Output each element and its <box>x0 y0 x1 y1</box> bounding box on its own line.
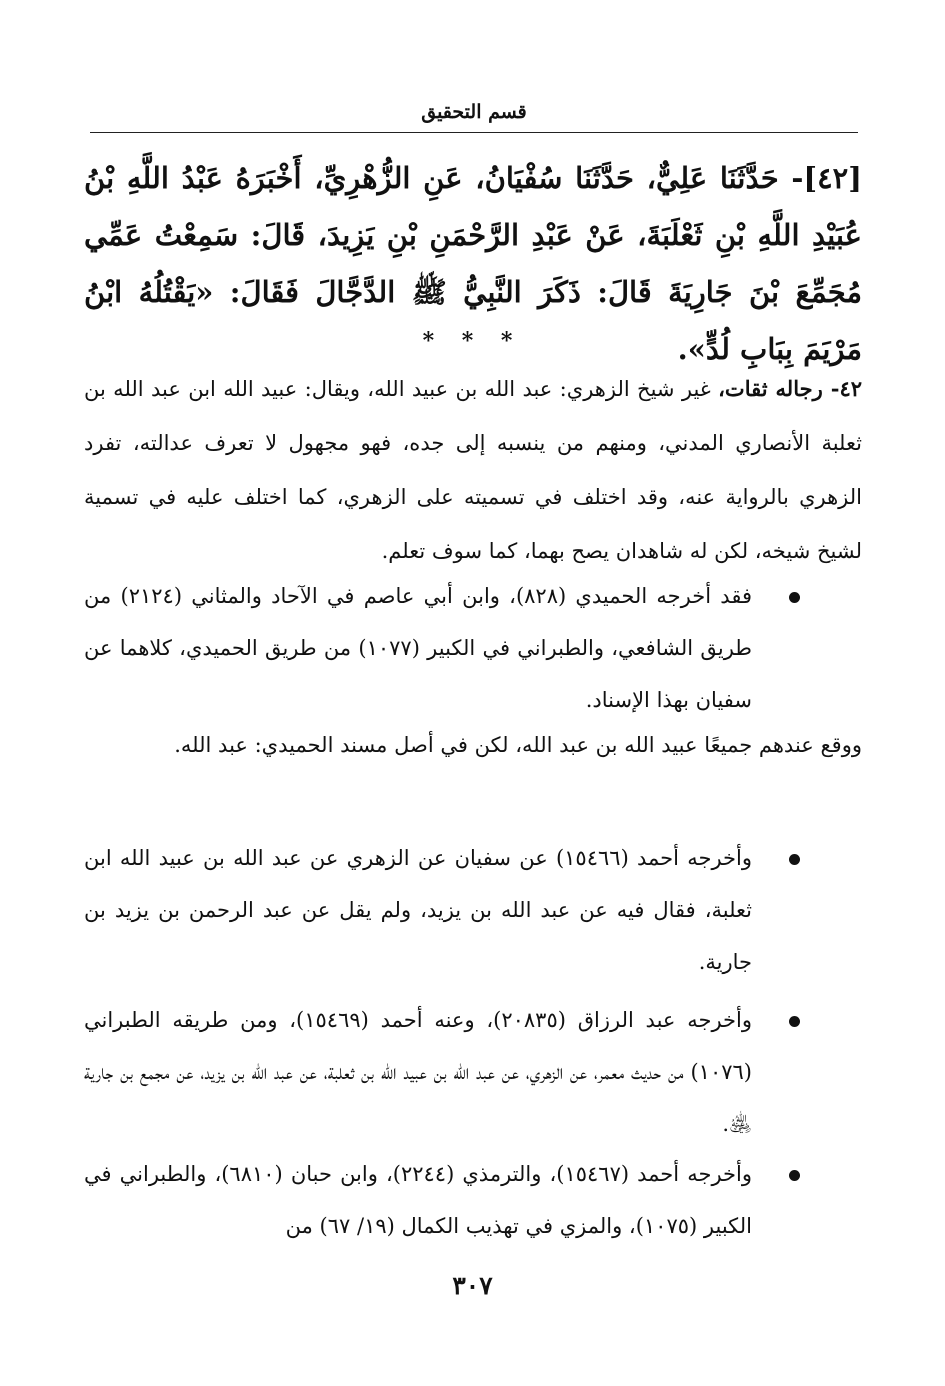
bullet-icon <box>789 1170 800 1181</box>
commentary-lead: ٤٢- رجاله ثقات، <box>718 376 862 401</box>
takhrij-item <box>84 1148 862 1252</box>
takhrij-item-text: وأخرجه أحمد (١٥٤٦٧)، والترمذي (٢٢٤٤)، وابن حبان (٦٨١٠)، والطبراني في الكبير (١٠٧٥)، والمزي في تهذيب الكمال (١٩/ ٦٧) من <box>84 1162 753 1238</box>
takhrij-item-text: فقد أخرجه الحميدي (٨٢٨)، وابن أبي عاصم في الآحاد والمثاني (٢١٢٤) من طريق الشافعي، والطبراني في الكبير (١٠٧٧) من طريق الحميدي، كلاهما عن سفيان بهذا الإسناد. <box>84 584 753 712</box>
section-separator: * * * <box>422 328 523 354</box>
takhrij-item <box>84 994 862 1150</box>
takhrij-item-text: وأخرجه عبد الرزاق (٢٠٨٣٥)، وعنه أحمد (١٥٤٦٩)، ومن طريقه الطبراني (١٠٧٦) من حديث معمر، عن الزهري، عن عبد الله بن عبيد الله بن ثعلبة، عن عبد الله بن يزيد، عن مجمع بن جارية ﵁. <box>84 1008 752 1136</box>
commentary-paragraph <box>84 362 862 578</box>
takhrij-note: ووقع عندهم جميعًا عبيد الله بن عبد الله، لكن في أصل مسند الحميدي: عبد الله. <box>174 733 862 757</box>
bullet-icon <box>789 1016 800 1027</box>
takhrij-item <box>84 570 862 726</box>
takhrij-item-text: وأخرجه أحمد (١٥٤٦٦) عن سفيان عن الزهري عن عبد الله بن عبيد الله ابن ثعلبة، فقال فيه عن عبد الله بن يزيد، ولم يقل عن عبد الرحمن بن يزيد بن جارية. <box>84 846 752 974</box>
commentary-body: غير شيخ الزهري: عبد الله بن عبيد الله، ويقال: عبيد الله ابن عبد الله بن ثعلبة الأنصاري المدني، ومنهم من ينسبه إلى جده، فهو مجهول لا تعرف عدالته، تفرد الزهري بالرواية عنه، وقد اختلف في تسميته على الزهري، كما اختلف عليه في تسمية لشيخ شيخه، لكن له شاهدان يصح بهما، كما سوف تعلم. <box>84 377 862 563</box>
takhrij-item <box>84 832 862 988</box>
running-header: قسم التحقيق <box>421 101 527 123</box>
bullet-icon <box>789 592 800 603</box>
hadith-text: [٤٢]- حَدَّثَنَا عَلِيٌّ، حَدَّثَنَا سُفْيَانُ، عَنِ الزُّهْرِيِّ، أَخْبَرَهُ عَبْدُ اللَّهِ بْنُ عُبَيْدِ اللَّهِ بْنِ ثَعْلَبَةَ، عَنْ عَبْدِ الرَّحْمَنِ بْنِ يَزِيدَ، قَالَ: سَمِعْتُ عَمِّي مُجَمِّعَ بْنَ جَارِيَةَ قَالَ: ذَكَرَ النَّبِيُّ ﷺ الدَّجَّالَ فَقَالَ: «يَقْتُلُهُ ابْنُ مَرْيَمَ بِبَابِ لُدٍّ». <box>84 161 862 366</box>
page-number: ٣٠٧ <box>452 1271 493 1300</box>
bullet-icon <box>789 854 800 865</box>
header-rule <box>90 132 858 133</box>
